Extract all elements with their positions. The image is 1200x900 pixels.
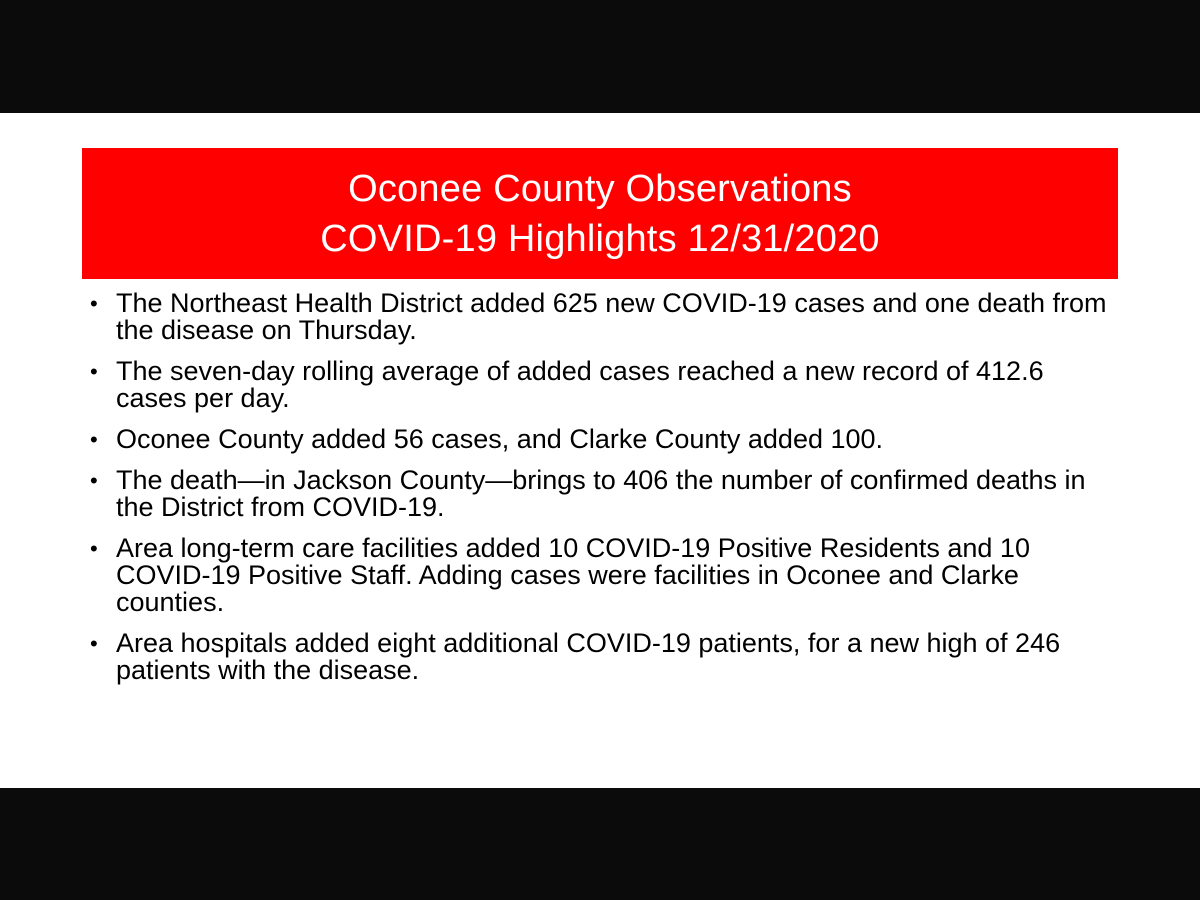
bullet-icon: • (90, 536, 98, 561)
bullet-text: Area long-term care facilities added 10 COVID-19 Positive Residents and 10 COVID-19 Positive Staff. Adding cases were facilities in Oconee and Clarke counties. (116, 533, 1030, 617)
letterbox-top (0, 0, 1200, 113)
bullet-item (88, 290, 1118, 344)
letterbox-bottom (0, 788, 1200, 900)
bullet-icon: • (90, 468, 98, 493)
title-line-1: Oconee County Observations (348, 167, 852, 210)
title-line-2: COVID-19 Highlights 12/31/2020 (320, 217, 880, 260)
bullet-item (88, 467, 1118, 521)
bullet-text: The death—in Jackson County—brings to 406 the number of confirmed deaths in the District from COVID-19. (116, 465, 1086, 522)
bullet-list (88, 290, 1118, 698)
bullet-icon: • (90, 427, 98, 452)
bullet-item (88, 630, 1118, 684)
bullet-icon: • (90, 359, 98, 384)
bullet-icon: • (90, 291, 98, 316)
bullet-text: Area hospitals added eight additional COVID-19 patients, for a new high of 246 patients with the disease. (116, 628, 1061, 685)
bullet-text: The seven-day rolling average of added cases reached a new record of 412.6 cases per day. (116, 356, 1044, 413)
bullet-item (88, 535, 1118, 616)
bullet-icon: • (90, 631, 98, 656)
bullet-item (88, 426, 1118, 453)
bullet-text: Oconee County added 56 cases, and Clarke County added 100. (116, 424, 884, 454)
bullet-item (88, 358, 1118, 412)
bullet-text: The Northeast Health District added 625 new COVID-19 cases and one death from the disease on Thursday. (116, 288, 1107, 345)
title-banner (82, 148, 1118, 279)
slide (0, 113, 1200, 788)
